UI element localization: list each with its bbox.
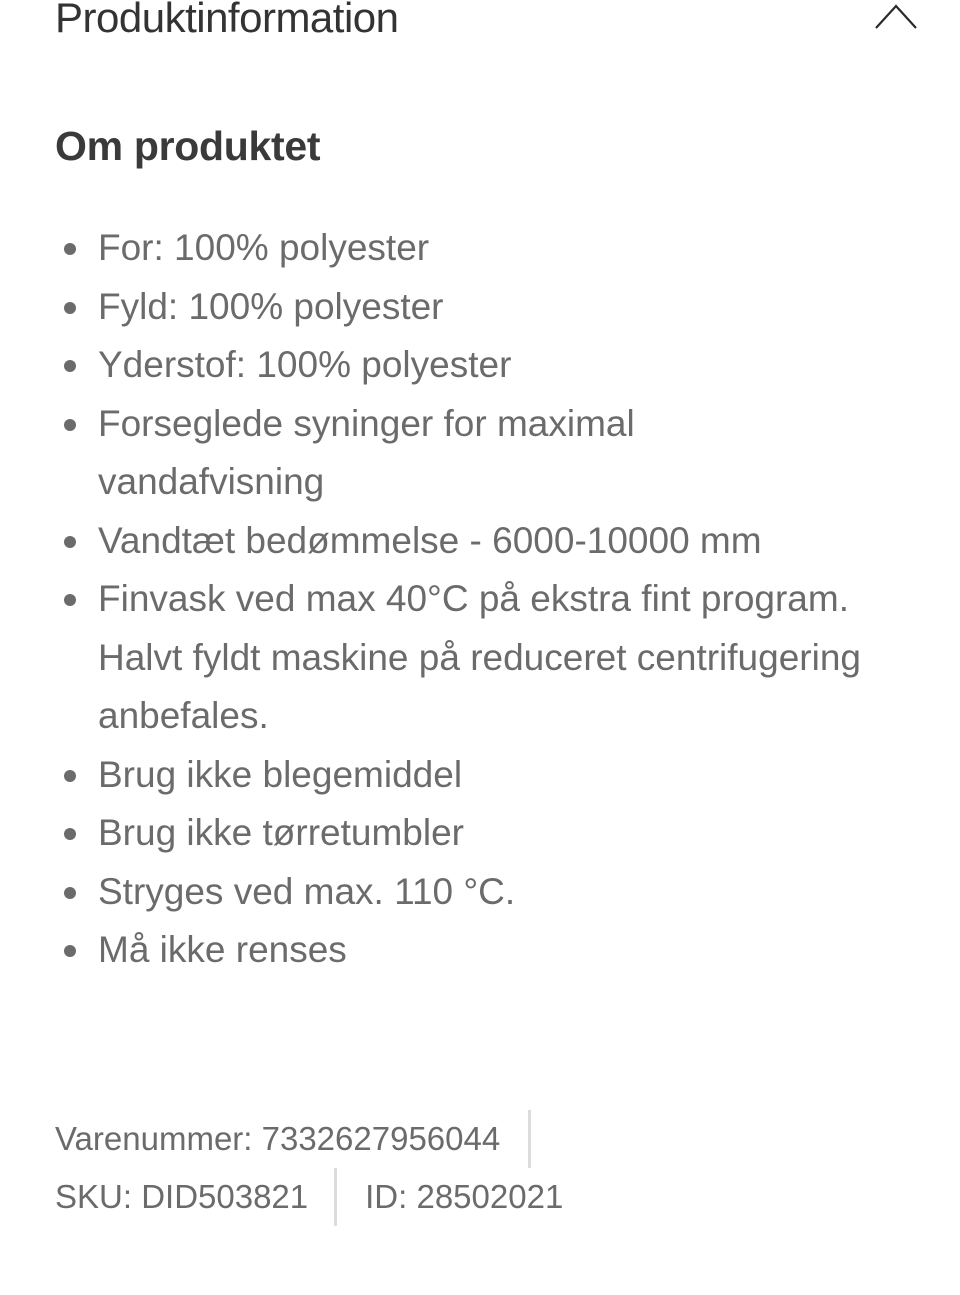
bullet-icon bbox=[64, 536, 76, 548]
bullet-icon bbox=[64, 770, 76, 782]
list-item bbox=[55, 219, 915, 278]
list-item bbox=[55, 863, 915, 922]
feature-text: Brug ikke tørretumbler bbox=[98, 812, 464, 853]
feature-text: Brug ikke blegemiddel bbox=[98, 753, 463, 795]
feature-text: Fyld: 100% polyester bbox=[98, 285, 444, 327]
list-item bbox=[55, 921, 915, 980]
list-item bbox=[55, 336, 915, 395]
accordion-header-produktinformation[interactable] bbox=[0, 0, 960, 60]
product-id: ID: 28502021 bbox=[365, 1178, 564, 1215]
bullet-icon bbox=[64, 828, 76, 840]
bullet-icon bbox=[64, 594, 76, 606]
list-item bbox=[55, 804, 915, 863]
chevron-up-icon[interactable] bbox=[870, 0, 922, 32]
list-item bbox=[55, 570, 938, 746]
feature-text: Yderstof: 100% polyester bbox=[98, 344, 512, 385]
list-item bbox=[55, 278, 915, 337]
feature-text: Vandtæt bedømmelse - 6000-10000 mm bbox=[98, 519, 762, 561]
meta-row-sku-id bbox=[55, 1168, 563, 1226]
feature-text: Finvask ved max 40°C på ekstra fint program. Halvt fyldt maskine på reduceret centrifugering anbefales. bbox=[98, 578, 861, 736]
bullet-icon bbox=[64, 419, 76, 431]
product-identifiers bbox=[55, 1110, 563, 1226]
feature-text: Stryges ved max. 110 °C. bbox=[98, 870, 516, 912]
list-item bbox=[55, 395, 738, 512]
feature-list bbox=[55, 219, 915, 980]
feature-text: Må ikke renses bbox=[98, 929, 347, 970]
bullet-icon bbox=[64, 302, 76, 314]
separator bbox=[334, 1168, 337, 1226]
bullet-icon bbox=[64, 360, 76, 372]
bullet-icon bbox=[64, 945, 76, 957]
separator bbox=[528, 1110, 531, 1168]
feature-text: Forseglede syninger for maximal vandafvisning bbox=[98, 402, 635, 502]
accordion-title: Produktinformation bbox=[55, 0, 399, 41]
varenummer: Varenummer: 7332627956044 bbox=[55, 1120, 501, 1157]
bullet-icon bbox=[64, 887, 76, 899]
list-item bbox=[55, 746, 915, 805]
feature-text: For: 100% polyester bbox=[98, 227, 430, 268]
list-item bbox=[55, 512, 915, 571]
sku: SKU: DID503821 bbox=[55, 1178, 309, 1215]
section-heading-om-produktet: Om produktet bbox=[55, 123, 321, 169]
meta-row-varenummer bbox=[55, 1110, 563, 1168]
bullet-icon bbox=[64, 243, 76, 255]
